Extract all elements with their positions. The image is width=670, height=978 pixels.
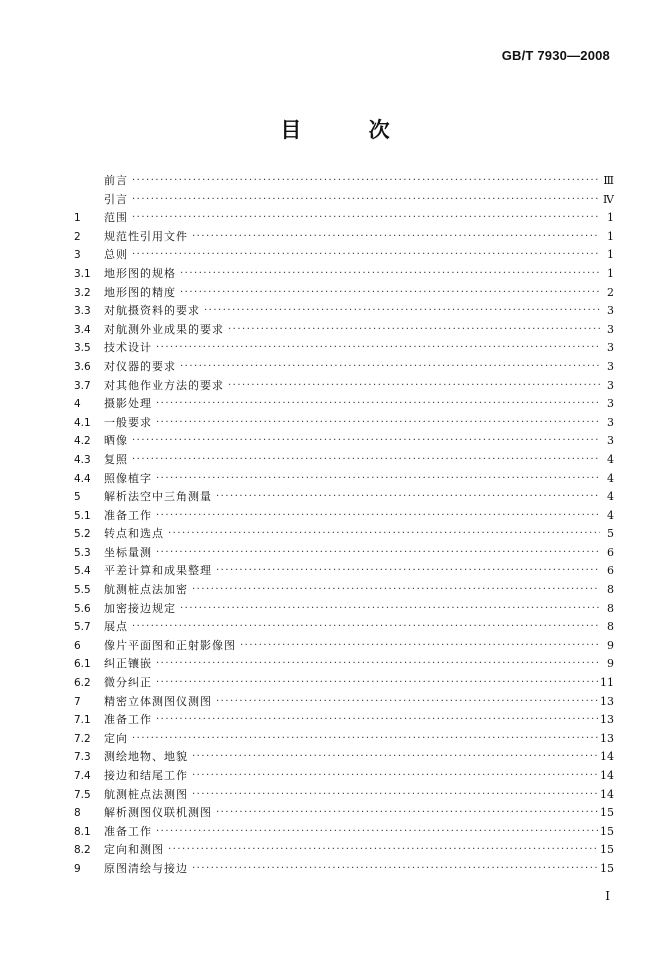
toc-entry-number: 9	[74, 862, 81, 875]
toc-entry-number: 8.1	[74, 825, 91, 838]
toc-entry-number: 3	[74, 249, 81, 262]
toc-entry-number: 3.7	[74, 379, 91, 392]
toc-entry-page: 15	[600, 824, 614, 838]
toc-entry-page: 15	[600, 843, 614, 857]
toc-entry-page: 14	[600, 787, 614, 801]
toc-entry[interactable]	[74, 284, 614, 303]
toc-entry-page: 13	[600, 694, 614, 708]
toc-entry-title: 对仪器的要求	[104, 359, 176, 373]
toc-entry-page: 8	[607, 583, 614, 597]
toc-dot-leader	[192, 748, 598, 767]
toc-dot-leader	[192, 786, 598, 805]
toc-entry-title: 加密接边规定	[104, 601, 176, 615]
toc-entry[interactable]	[74, 823, 614, 842]
toc-entry-title: 技术设计	[104, 341, 152, 355]
toc-entry-title: 晒像	[104, 434, 128, 448]
toc-entry-title: 总则	[104, 248, 128, 262]
toc-entry[interactable]	[74, 265, 614, 284]
toc-entry-page: 8	[607, 620, 614, 634]
toc-entry[interactable]	[74, 488, 614, 507]
toc-entry-title: 准备工作	[104, 508, 152, 522]
toc-dot-leader	[132, 191, 600, 210]
toc-dot-leader	[180, 284, 600, 303]
toc-entry-title: 前言	[104, 174, 128, 187]
toc-entry-title: 展点	[104, 620, 128, 634]
toc-dot-leader	[192, 767, 598, 786]
toc-entry-page: 3	[607, 322, 614, 336]
toc-entry-page: 15	[600, 861, 614, 875]
toc-entry-number: 3.6	[74, 360, 91, 373]
toc-entry-page: 4	[607, 508, 614, 522]
toc-dot-leader	[156, 414, 600, 433]
toc-entry[interactable]	[74, 414, 614, 433]
toc-entry-page: 3	[607, 378, 614, 392]
toc-entry-title: 准备工作	[104, 713, 152, 727]
toc-entry-number: 7.3	[74, 751, 91, 764]
toc-entry[interactable]	[74, 841, 614, 860]
toc-dot-leader	[156, 711, 598, 730]
toc-entry[interactable]	[74, 228, 614, 247]
toc-entry-page: 1	[607, 266, 614, 280]
toc-entry[interactable]	[74, 470, 614, 489]
toc-entry-title: 摄影处理	[104, 397, 152, 411]
toc-entry[interactable]	[74, 804, 614, 823]
toc-entry-page: 4	[607, 452, 614, 466]
toc-entry-page: 1	[607, 229, 614, 243]
toc-entry-number: 6.1	[74, 658, 91, 671]
toc-entry[interactable]	[74, 544, 614, 563]
toc-entry-title: 一般要求	[104, 415, 152, 429]
toc-dot-leader	[156, 339, 600, 358]
toc-entry-title: 精密立体测图仪测图	[104, 694, 212, 708]
toc-entry[interactable]	[74, 432, 614, 451]
toc-entry[interactable]	[74, 451, 614, 470]
toc-entry[interactable]	[74, 693, 614, 712]
table-of-contents	[74, 172, 614, 879]
toc-entry-number: 3.3	[74, 305, 91, 318]
toc-entry[interactable]	[74, 395, 614, 414]
toc-entry-page: 3	[607, 434, 614, 448]
toc-dot-leader	[168, 841, 598, 860]
toc-entry-page: Ⅲ	[603, 174, 614, 187]
toc-dot-leader	[168, 525, 600, 544]
toc-entry[interactable]	[74, 581, 614, 600]
toc-entry-number: 7.4	[74, 770, 91, 782]
toc-entry-number: 4	[74, 398, 81, 411]
toc-entry-page: 3	[607, 415, 614, 429]
toc-dot-leader	[156, 674, 598, 693]
toc-entry-title: 原图清绘与接边	[104, 861, 188, 875]
toc-entry[interactable]	[74, 600, 614, 619]
toc-entry-page: 4	[607, 471, 614, 485]
toc-entry-number: 5.4	[74, 565, 91, 578]
toc-entry-number: 5	[74, 491, 81, 504]
toc-dot-leader	[132, 209, 600, 228]
toc-entry-title: 测绘地物、地貌	[104, 750, 188, 764]
standard-code: GB/T 7930—2008	[501, 48, 610, 63]
toc-dot-leader	[132, 618, 600, 637]
toc-dot-leader	[192, 581, 600, 600]
toc-entry[interactable]	[74, 860, 614, 879]
toc-entry-title: 定向	[104, 731, 128, 745]
toc-entry[interactable]	[74, 339, 614, 358]
toc-entry-page: 9	[607, 638, 614, 652]
toc-entry-page: 2	[607, 285, 614, 299]
toc-entry-number: 2	[74, 230, 81, 243]
toc-entry-page: 11	[600, 676, 614, 690]
toc-entry-page: 8	[607, 601, 614, 615]
toc-entry[interactable]	[74, 748, 614, 767]
toc-dot-leader	[228, 377, 600, 396]
toc-entry[interactable]	[74, 618, 614, 637]
toc-dot-leader	[132, 432, 600, 451]
toc-dot-leader	[132, 172, 600, 191]
toc-entry[interactable]	[74, 507, 614, 526]
toc-entry-number: 6.2	[74, 677, 91, 690]
toc-dot-leader	[156, 470, 600, 489]
toc-entry[interactable]	[74, 730, 614, 749]
toc-entry-page: 4	[607, 490, 614, 504]
toc-dot-leader	[180, 358, 600, 377]
toc-entry-number: 1	[74, 212, 81, 225]
toc-entry-number: 3.1	[74, 267, 91, 280]
toc-entry-page: 3	[607, 359, 614, 373]
toc-entry-number: 4.2	[74, 435, 91, 448]
toc-dot-leader	[132, 730, 598, 749]
toc-entry-title: 复照	[104, 452, 128, 466]
toc-entry-title: 航测桩点法加密	[104, 583, 188, 597]
toc-dot-leader	[180, 600, 600, 619]
toc-entry-number: 5.6	[74, 602, 91, 615]
toc-dot-leader	[156, 395, 600, 414]
toc-entry-number: 7	[74, 695, 81, 708]
toc-entry-page: 1	[607, 211, 614, 225]
toc-entry-number: 5.2	[74, 528, 91, 541]
toc-entry[interactable]	[74, 302, 614, 321]
toc-entry[interactable]	[74, 767, 614, 786]
toc-dot-leader	[204, 302, 600, 321]
toc-entry-page: 13	[600, 713, 614, 727]
toc-dot-leader	[192, 228, 600, 247]
toc-entry-number: 7.2	[74, 732, 91, 745]
toc-entry-page: 14	[600, 750, 614, 764]
toc-dot-leader	[216, 804, 598, 823]
toc-entry-page: 13	[600, 731, 614, 745]
page-title: 目 次	[280, 118, 420, 142]
toc-entry-title: 照像植字	[104, 471, 152, 485]
toc-entry-title: 坐标量测	[104, 545, 152, 559]
toc-entry-number: 4.3	[74, 453, 91, 466]
toc-entry-number: 4.1	[74, 416, 91, 429]
toc-entry[interactable]	[74, 172, 614, 191]
toc-dot-leader	[156, 544, 600, 563]
toc-entry[interactable]	[74, 377, 614, 396]
toc-entry-title: 转点和选点	[104, 527, 164, 541]
toc-entry-page: 3	[607, 341, 614, 355]
toc-entry[interactable]	[74, 655, 614, 674]
toc-entry-title: 解析法空中三角测量	[104, 490, 212, 504]
toc-entry-page: Ⅳ	[603, 192, 614, 206]
toc-entry-title: 接边和结尾工作	[104, 769, 188, 782]
toc-entry-number: 8.2	[74, 844, 91, 857]
toc-entry[interactable]	[74, 674, 614, 693]
toc-dot-leader	[180, 265, 600, 284]
toc-entry-title: 对航测外业成果的要求	[104, 322, 224, 336]
toc-entry-title: 微分纠正	[104, 676, 152, 690]
toc-entry-page: 6	[607, 545, 614, 559]
toc-entry-title: 准备工作	[104, 824, 152, 838]
toc-entry-title: 航测桩点法测图	[104, 787, 188, 801]
toc-entry-title: 定向和测图	[104, 843, 164, 857]
toc-entry-page: 3	[607, 397, 614, 411]
toc-entry-number: 3.4	[74, 323, 91, 336]
toc-entry[interactable]	[74, 525, 614, 544]
toc-entry-title: 范围	[104, 211, 128, 225]
toc-entry-title: 引言	[104, 192, 128, 206]
toc-entry[interactable]	[74, 321, 614, 340]
toc-entry-title: 对其他作业方法的要求	[104, 378, 224, 392]
toc-entry[interactable]	[74, 711, 614, 730]
toc-dot-leader	[216, 693, 598, 712]
toc-entry-number: 6	[74, 639, 81, 652]
toc-entry-page: 1	[607, 248, 614, 262]
toc-entry[interactable]	[74, 562, 614, 581]
toc-entry-title: 地形图的精度	[104, 285, 176, 299]
toc-dot-leader	[240, 637, 600, 656]
toc-entry-number: 8	[74, 807, 81, 820]
toc-entry-page: 5	[607, 527, 614, 541]
toc-dot-leader	[132, 246, 600, 265]
toc-dot-leader	[156, 507, 600, 526]
toc-entry-page: 15	[600, 806, 614, 820]
toc-entry[interactable]	[74, 209, 614, 228]
toc-dot-leader	[132, 451, 600, 470]
toc-entry-number: 5.1	[74, 509, 91, 522]
toc-entry-title: 解析测图仪联机测图	[104, 806, 212, 820]
toc-dot-leader	[156, 655, 600, 674]
toc-entry-number: 5.3	[74, 546, 91, 559]
page-number: Ⅰ	[605, 889, 610, 903]
toc-entry-number: 3.2	[74, 286, 91, 299]
toc-dot-leader	[228, 321, 600, 340]
toc-dot-leader	[216, 488, 600, 507]
toc-entry-number: 7.5	[74, 788, 91, 801]
toc-entry-page: 14	[600, 769, 614, 782]
toc-entry-page: 3	[607, 304, 614, 318]
toc-entry-title: 平差计算和成果整理	[104, 564, 212, 578]
toc-entry-title: 地形图的规格	[104, 266, 176, 280]
toc-entry-page: 9	[607, 657, 614, 671]
toc-entry[interactable]	[74, 786, 614, 805]
toc-entry-title: 像片平面图和正射影像图	[104, 638, 236, 652]
toc-entry-number: 4.4	[74, 472, 91, 485]
toc-entry[interactable]	[74, 637, 614, 656]
toc-entry-title: 纠正镶嵌	[104, 657, 152, 671]
toc-dot-leader	[192, 860, 598, 879]
toc-entry[interactable]	[74, 246, 614, 265]
toc-dot-leader	[216, 562, 600, 581]
toc-entry-number: 5.5	[74, 584, 91, 597]
toc-entry-number: 3.5	[74, 342, 91, 355]
toc-entry-title: 规范性引用文件	[104, 229, 188, 243]
toc-entry-page: 6	[607, 564, 614, 578]
toc-entry[interactable]	[74, 191, 614, 210]
toc-dot-leader	[156, 823, 598, 842]
toc-entry[interactable]	[74, 358, 614, 377]
toc-entry-title: 对航摄资料的要求	[104, 304, 200, 318]
toc-entry-number: 7.1	[74, 714, 91, 727]
toc-entry-number: 5.7	[74, 621, 91, 634]
